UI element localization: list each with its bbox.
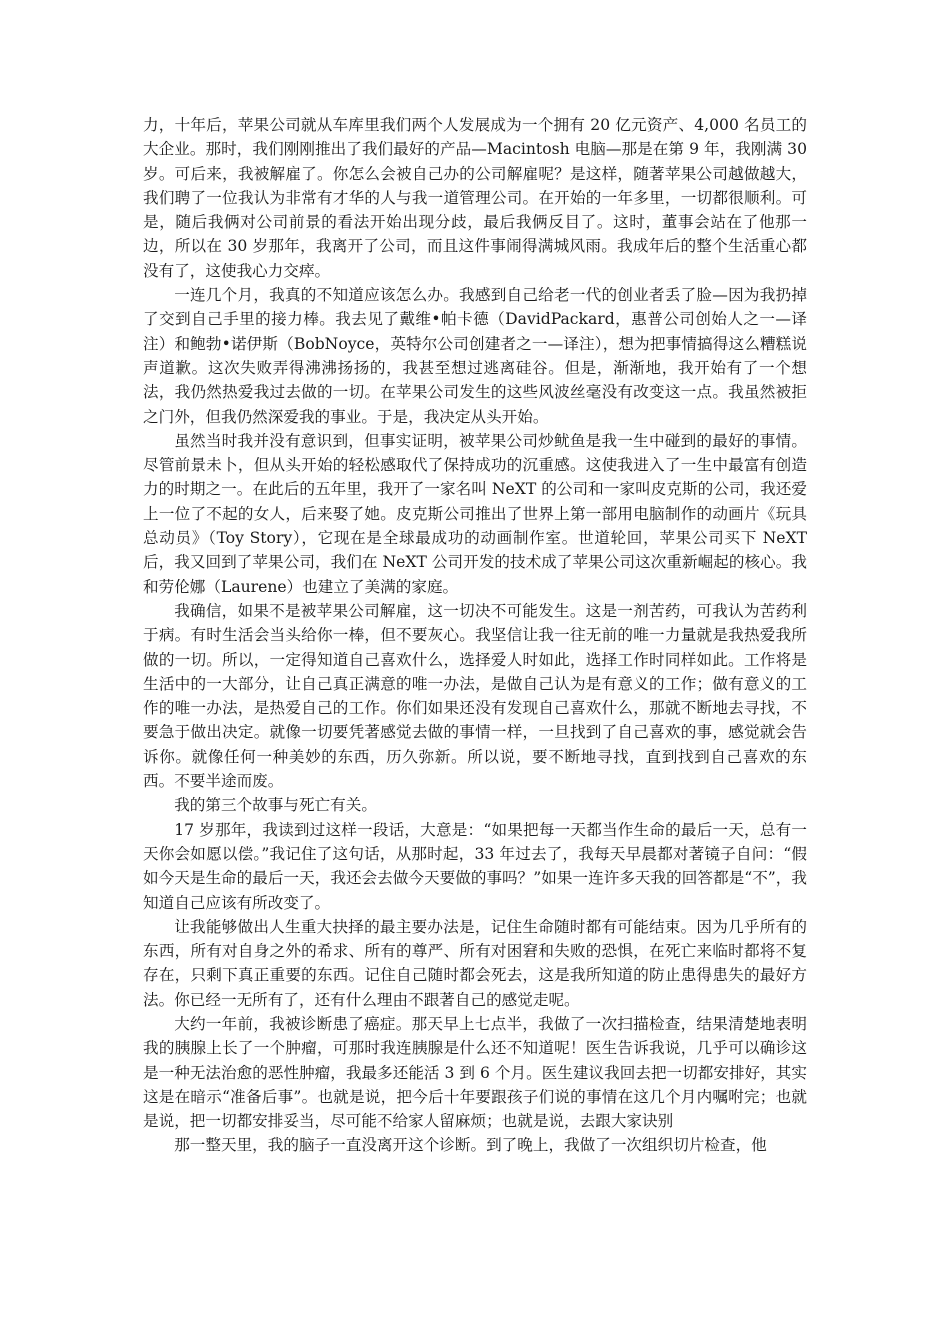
paragraph-8: 大约一年前，我被诊断患了癌症。那天早上七点半，我做了一次扫描检查，结果清楚地表明我的胰腺上长了一个肿瘤，可那时我连胰腺是什么还不知道呢！医生告诉我说，几乎可以确诊这是一种无法治愈的恶性肿瘤，我最多还能活 3 到 6 个月。医生建议我回去把一切都安排好，其实这是在暗示“准备后事”。也就是说，把今后十年要跟孩子们说的事情在这几个月内嘱咐完；也就是说，把一切都安排妥当，尽可能不给家人留麻烦；也就是说，去跟大家诀别: [143, 1014, 807, 1131]
paragraph-5: 我的第三个故事与死亡有关。: [174, 796, 377, 815]
paragraph-2: 一连几个月，我真的不知道应该怎么办。我感到自己给老一代的创业者丢了脸—因为我扔掉了交到自己手里的接力棒。我去见了戴维•帕卡德（DavidPackard，惠普公司创始人之一—译注）和鲍勃•诺伊斯（BobNoyce，英特尔公司创建者之一—译注），想为把事情搞得这么糟糕说声道歉。这次失败弄得沸沸扬扬的，我甚至想过逃离硅谷。但是，渐渐地，我开始有了一个想法，我仍然热爱我过去做的一切。在苹果公司发生的这些风波丝毫没有改变这一点。我虽然被拒之门外，但我仍然深爱我的事业。于是，我决定从头开始。: [143, 286, 807, 426]
paragraph-9: 那一整天里，我的脑子一直没离开这个诊断。到了晚上，我做了一次组织切片检查，他: [174, 1136, 767, 1155]
paragraph-4: 我确信，如果不是被苹果公司解雇，这一切决不可能发生。这是一剂苦药，可我认为苦药利于病。有时生活会当头给你一棒，但不要灰心。我坚信让我一往无前的唯一力量就是我热爱我所做的一切。所以，一定得知道自己喜欢什么，选择爱人时如此，选择工作时同样如此。工作将是生活中的一大部分，让自己真正满意的唯一办法，是做自己认为是有意义的工作；做有意义的工作的唯一办法，是热爱自己的工作。你们如果还没有发现自己喜欢什么，那就不断地去寻找，不要急于做出决定。就像一切要凭著感觉去做的事情一样，一旦找到了自己喜欢的事，感觉就会告诉你。就像任何一种美妙的东西，历久弥新。所以说，要不断地寻找，直到找到自己喜欢的东西。不要半途而废。: [143, 601, 807, 791]
paragraph-1: 力，十年后，苹果公司就从车库里我们两个人发展成为一个拥有 20 亿元资产、4,000 名员工的大企业。那时，我们刚刚推出了我们最好的产品—Macintosh 电脑—那是在第 9 年，我刚满 30 岁。可后来，我被解雇了。你怎么会被自己办的公司解雇呢？是这样，随著苹果公司越做越大，我们聘了一位我认为非常有才华的人与我一道管理公司。在开始的一年多里，一切都很顺利。可是，随后我俩对公司前景的看法开始出现分歧，最后我俩反目了。这时，董事会站在了他那一边，所以在 30 岁那年，我离开了公司，而且这件事闹得满城风雨。我成年后的整个生活重心都没有了，这使我心力交瘁。: [143, 116, 807, 280]
paragraph-3: 虽然当时我并没有意识到，但事实证明，被苹果公司炒鱿鱼是我一生中碰到的最好的事情。尽管前景未卜，但从头开始的轻松感取代了保持成功的沉重感。这使我进入了一生中最富有创造力的时期之一。在此后的五年里，我开了一家名叫 NeXT 的公司和一家叫皮克斯的公司，我还爱上一位了不起的女人，后来娶了她。皮克斯公司推出了世界上第一部用电脑制作的动画片《玩具总动员》（Toy Story），它现在是全球最成功的动画制作室。世道轮回，苹果公司买下 NeXT 后，我又回到了苹果公司，我们在 NeXT 公司开发的技术成了苹果公司这次重新崛起的核心。我和劳伦娜（Laurene）也建立了美满的家庭。: [143, 431, 807, 596]
document-page: [143, 113, 807, 1158]
paragraph-6: 17 岁那年，我读到过这样一段话，大意是：“如果把每一天都当作生命的最后一天，总有一天你会如愿以偿。”我记住了这句话，从那时起，33 年过去了，我每天早晨都对著镜子自问：“假如今天是生命的最后一天，我还会去做今天要做的事吗？”如果一连许多天我的回答都是“不”，我知道自己应该有所改变了。: [143, 820, 807, 912]
paragraph-7: 让我能够做出人生重大抉择的最主要办法是，记住生命随时都有可能结束。因为几乎所有的东西，所有对自身之外的希求、所有的尊严、所有对困窘和失败的恐惧，在死亡来临时都将不复存在，只剩下真正重要的东西。记住自己随时都会死去，这是我所知道的防止患得患失的最好方法。你已经一无所有了，还有什么理由不跟著自己的感觉走呢。: [143, 917, 807, 1009]
